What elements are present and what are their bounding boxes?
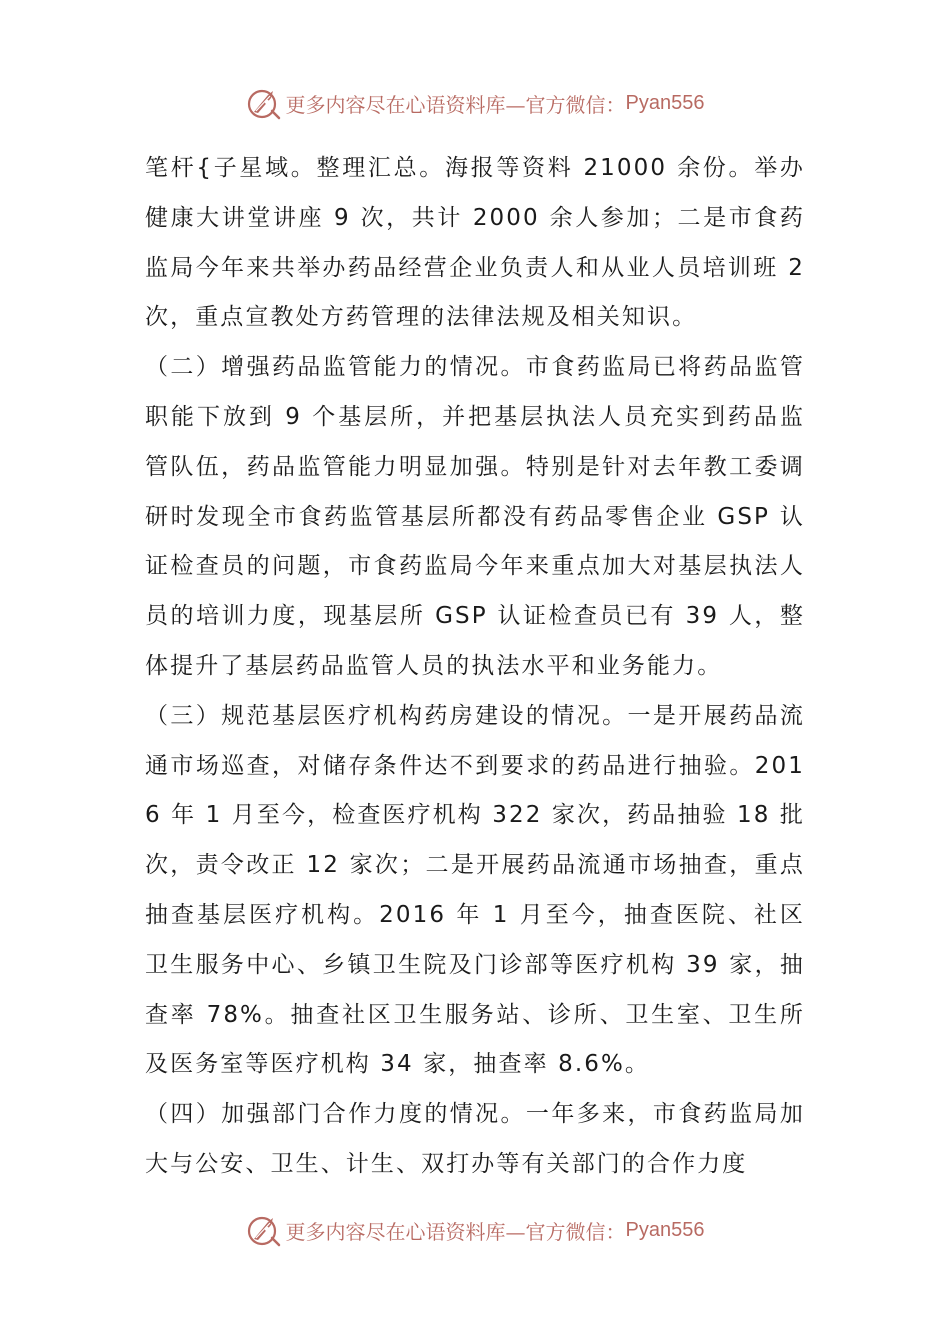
- watermark-text: 更多内容尽在心语资料库—官方微信：: [285, 1219, 626, 1244]
- watermark-text: 更多内容尽在心语资料库—官方微信：: [285, 92, 626, 117]
- watermark-account: Pyan556: [625, 91, 705, 114]
- header-watermark: [0, 83, 950, 123]
- paragraph-3: （三）规范基层医疗机构药房建设的情况。一是开展药品流通市场巡查，对储存条件达不到要求的药品进行抽验。2016 年 1 月至今，检查医疗机构 322 家次，药品抽验 18 批次，责令改正 12 家次；二是开展药品流通市场抽查，重点抽查基层医疗机构。2016 年 1 月至今，抽查医院、社区卫生服务中心、乡镇卫生院及门诊部等医疗机构 39 家，抽查率 78%。抽查社区卫生服务站、诊所、卫生室、卫生所及医务室等医疗机构 34 家，抽查率 8.6%。: [145, 702, 805, 1078]
- pen-nib-logo-icon: [246, 1212, 282, 1248]
- footer-watermark: [0, 1210, 950, 1250]
- paragraph-1: 笔杆{子星域。整理汇总。海报等资料 21000 余份。举办健康大讲堂讲座 9 次，共计 2000 余人参加；二是市食药监局今年来共举办药品经营企业负责人和从业人员培训班 2 次，重点宣教处方药管理的法律法规及相关知识。: [145, 155, 805, 331]
- paragraph-4: （四）加强部门合作力度的情况。一年多来，市食药监局加大与公安、卫生、计生、双打办等有关部门的合作力度: [145, 1101, 805, 1177]
- document-body: [145, 144, 805, 1190]
- watermark-account: Pyan556: [625, 1218, 705, 1241]
- pen-nib-logo-icon: [246, 85, 282, 121]
- paragraph-2: （二）增强药品监管能力的情况。市食药监局已将药品监管职能下放到 9 个基层所，并把基层执法人员充实到药品监管队伍，药品监管能力明显加强。特别是针对去年教工委调研时发现全市食药监管基层所都没有药品零售企业 GSP 认证检查员的问题，市食药监局今年来重点加大对基层执法人员的培训力度，现基层所 GSP 认证检查员已有 39 人，整体提升了基层药品监管人员的执法水平和业务能力。: [145, 354, 805, 679]
